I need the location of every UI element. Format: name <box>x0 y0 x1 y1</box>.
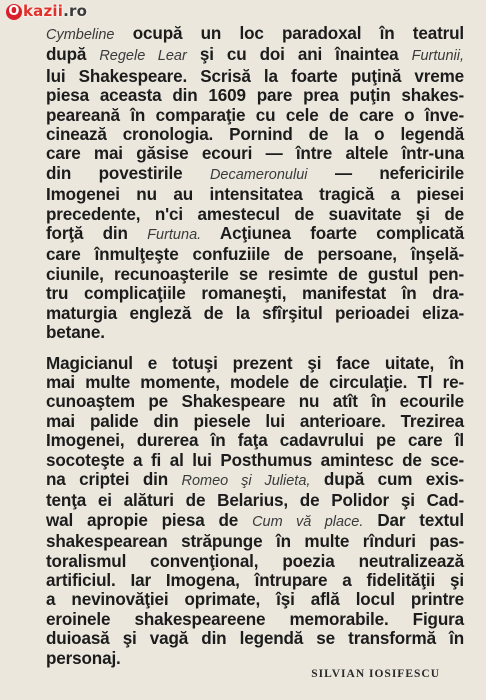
text-run: după <box>46 45 100 65</box>
text-line <box>46 144 464 163</box>
text-line <box>46 610 464 629</box>
text-line <box>46 532 464 551</box>
text-line <box>46 431 464 450</box>
text-run: toralismul convenţional, poezia neutralizează <box>46 551 464 571</box>
text-line <box>46 451 464 470</box>
text-line <box>46 284 464 303</box>
text-line <box>46 304 464 323</box>
text-run: duioasă şi vagă din legendă se transformă în <box>46 629 464 649</box>
text-line <box>46 67 464 86</box>
text-line <box>46 392 464 411</box>
watermark-tld: .ro <box>63 2 88 20</box>
text-run: mai palide din piesele lui anterioare. Trezirea <box>46 411 464 431</box>
italic-title: Decameronului <box>209 166 308 183</box>
text-run: — nefericirile <box>307 163 464 183</box>
italic-title: Cymbeline <box>46 27 115 43</box>
italic-title: Furtuna. <box>147 227 202 244</box>
text-run: forţă din <box>46 224 148 244</box>
italic-title: Regele Lear <box>99 48 187 65</box>
text-line <box>46 590 464 609</box>
text-run: din povestirile <box>46 163 210 183</box>
text-run: Dar textul <box>363 510 464 530</box>
watermark-name: kazii <box>23 2 64 20</box>
text-run: şi cu doi ani înaintea <box>186 45 412 65</box>
text-run: Imogenei, durerea în faţa cadavrului pe care îl <box>46 431 464 451</box>
text-run: eroinele shakespeareene memorabile. Figura <box>46 609 464 629</box>
text-run: mai multe momente, modele de circulaţie. Tl re- <box>46 372 464 392</box>
text-run: na criptei din <box>46 469 182 489</box>
paragraph-2 <box>46 354 464 669</box>
text-run: care înmulţeşte confuziile de persoane, înşelă- <box>46 245 464 265</box>
italic-title: Romeo şi Julieta, <box>181 472 311 489</box>
text-run: socoteşte a fi al lui Posthumus amintesc de sce- <box>46 450 464 470</box>
text-run: care mai găsise ecouri — între altele într-una <box>46 144 464 164</box>
text-run: după cum exis- <box>310 469 464 489</box>
text-run: personaj. <box>46 648 121 668</box>
italic-title: Furtunii, <box>411 48 464 65</box>
text-run: cinează cronologia. Pornind de la o legendă <box>46 125 464 145</box>
text-run: cunoaştem pe Shakespeare nu atît în ecourile <box>46 392 464 412</box>
text-line <box>46 106 464 125</box>
text-line <box>46 323 464 342</box>
text-line <box>46 205 464 224</box>
text-run: tenţa ei alături de Belarius, de Polidor şi Cad- <box>46 491 464 511</box>
author-signature: SILVIAN IOSIFESCU <box>311 668 440 680</box>
text-run: artificiul. Iar Imogena, întrupare a fidelităţii şi <box>46 570 464 590</box>
text-run: wal apropie piesa de <box>46 510 253 530</box>
text-line <box>46 354 464 373</box>
watermark-logo-icon: O <box>6 4 22 20</box>
text-run: Magicianul e totuşi prezent şi face uitate, în <box>46 353 464 373</box>
text-line <box>46 265 464 284</box>
text-run: piesa aceasta din 1609 pare prea puţin shakes- <box>46 86 464 106</box>
text-line <box>46 649 464 668</box>
text-line <box>46 491 464 510</box>
text-run: a nevinovăţiei oprimate, îşi află locul printre <box>46 590 464 610</box>
text-line <box>46 571 464 590</box>
text-run: ciunile, recunoaşterile se resimte de gustul pen- <box>46 264 464 284</box>
text-line <box>46 125 464 144</box>
text-line <box>46 470 464 491</box>
text-run: Imogenei nu au intensitatea tragică a piesei <box>46 185 464 205</box>
text-line <box>46 185 464 204</box>
text-run: peareană în comparaţie cu cele de care o învе- <box>46 105 464 125</box>
text-run: lui Shakespeare. Scrisă la foarte puţină vreme <box>46 66 464 86</box>
text-line <box>46 224 464 245</box>
text-run: shakespearean străpunge în multe rînduri pas- <box>46 532 464 552</box>
text-run: precedente, n'ci amestecul de suavitate şi de <box>46 204 464 224</box>
text-line <box>46 511 464 532</box>
text-line <box>46 164 464 185</box>
text-line <box>46 412 464 431</box>
text-line <box>46 552 464 571</box>
text-run: ocupă un loc paradoxal în teatrul <box>114 24 464 43</box>
text-line <box>46 373 464 392</box>
text-run: Acţiunea foarte complicată <box>201 224 464 244</box>
italic-title: Cum vă place. <box>252 513 364 530</box>
text-line <box>46 86 464 105</box>
text-line <box>46 24 464 45</box>
text-run: tru complicaţiile romaneşti, manifestat în dra- <box>46 284 464 304</box>
text-line <box>46 245 464 264</box>
text-line <box>46 45 464 66</box>
paragraph-1 <box>46 24 464 343</box>
text-line <box>46 629 464 648</box>
text-run: maturgia engleză de la sfîrşitul perioadei eliza- <box>46 303 464 323</box>
text-run: betane. <box>46 323 105 343</box>
site-watermark <box>6 2 87 20</box>
